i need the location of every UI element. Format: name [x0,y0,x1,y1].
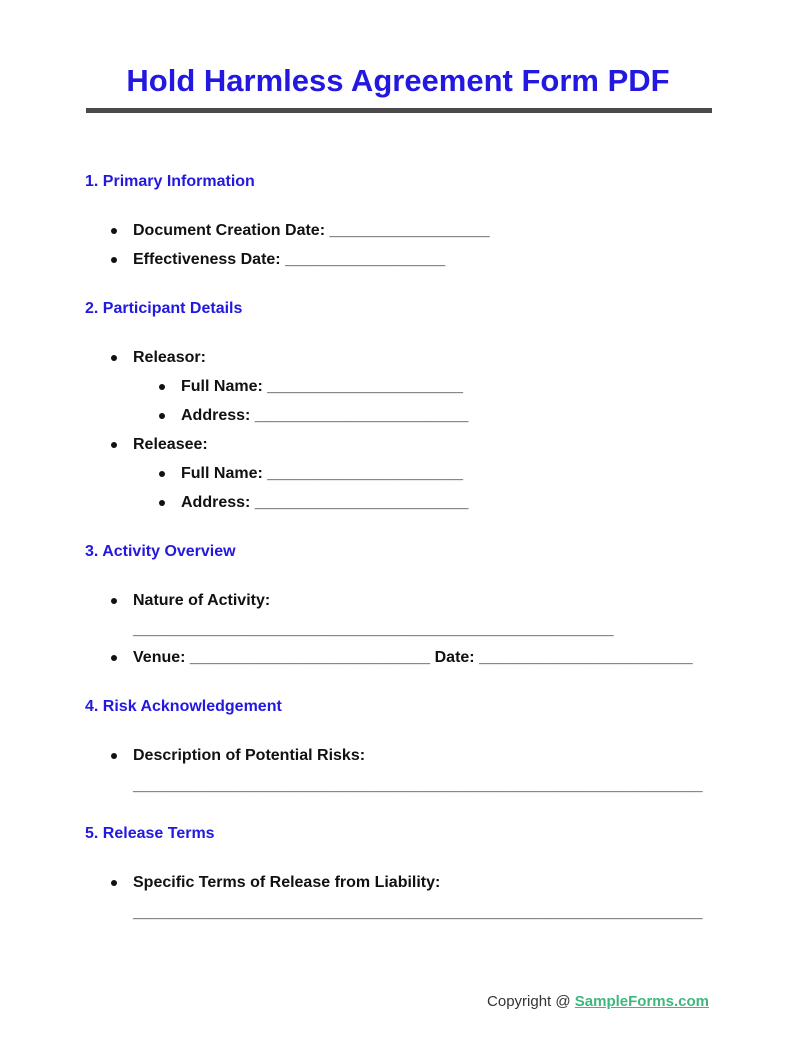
releasor-full-name-field[interactable] [181,377,463,397]
field-label: Address: ________________________ [181,407,469,424]
section-heading-primary-information: 1. Primary Information [85,173,255,190]
bullet-icon [111,598,117,604]
bullet-icon [111,257,117,263]
nature-of-activity-field[interactable]: ______________________________________________________ [133,621,614,638]
venue-date-field[interactable] [133,648,693,668]
release-terms-label [133,873,440,893]
nature-of-activity-label [133,591,270,611]
bullet-icon [111,655,117,661]
bullet-icon [159,471,165,477]
releasee-full-name-field[interactable] [181,464,463,484]
bullet-icon [111,880,117,886]
section-heading-risk-acknowledgement: 4. Risk Acknowledgement [85,698,282,715]
release-terms-field[interactable]: ________________________________________________________________ [133,904,703,921]
releasee-address-field[interactable] [181,493,468,513]
bullet-icon [111,442,117,448]
document-creation-date-field[interactable] [133,221,490,241]
footer-copyright [487,992,709,1012]
releasor-label [133,348,206,368]
field-label: Description of Potential Risks: [133,747,366,764]
potential-risks-field[interactable]: ________________________________________________________________ [133,777,703,794]
field-label: Document Creation Date: __________________ [133,222,490,239]
field-label: Nature of Activity: [133,592,271,609]
field-label: Venue: ___________________________ Date: ________________________ [133,649,693,666]
page-title: Hold Harmless Agreement Form PDF [126,63,670,98]
bullet-icon [159,384,165,390]
section-heading-release-terms: 5. Release Terms [85,825,215,842]
field-label: Full Name: ______________________ [181,465,463,482]
field-label: Specific Terms of Release from Liability: [133,874,441,891]
field-label: Releasee: [133,436,208,453]
bullet-icon [111,753,117,759]
section-heading-activity-overview: 3. Activity Overview [85,543,236,560]
bullet-icon [111,355,117,361]
bullet-icon [111,228,117,234]
effectiveness-date-field[interactable] [133,250,445,270]
bullet-icon [159,413,165,419]
field-label: Effectiveness Date: __________________ [133,251,446,268]
field-label: Address: ________________________ [181,494,469,511]
brand-link[interactable]: SampleForms.com [574,993,709,1010]
title-divider [86,108,712,113]
section-heading-participant-details: 2. Participant Details [85,300,243,317]
field-label: Releasor: [133,349,206,366]
field-label: Full Name: ______________________ [181,378,463,395]
potential-risks-label [133,746,365,766]
copyright-prefix: Copyright @ [487,993,575,1010]
releasee-label [133,435,208,455]
bullet-icon [159,500,165,506]
releasor-address-field[interactable] [181,406,468,426]
